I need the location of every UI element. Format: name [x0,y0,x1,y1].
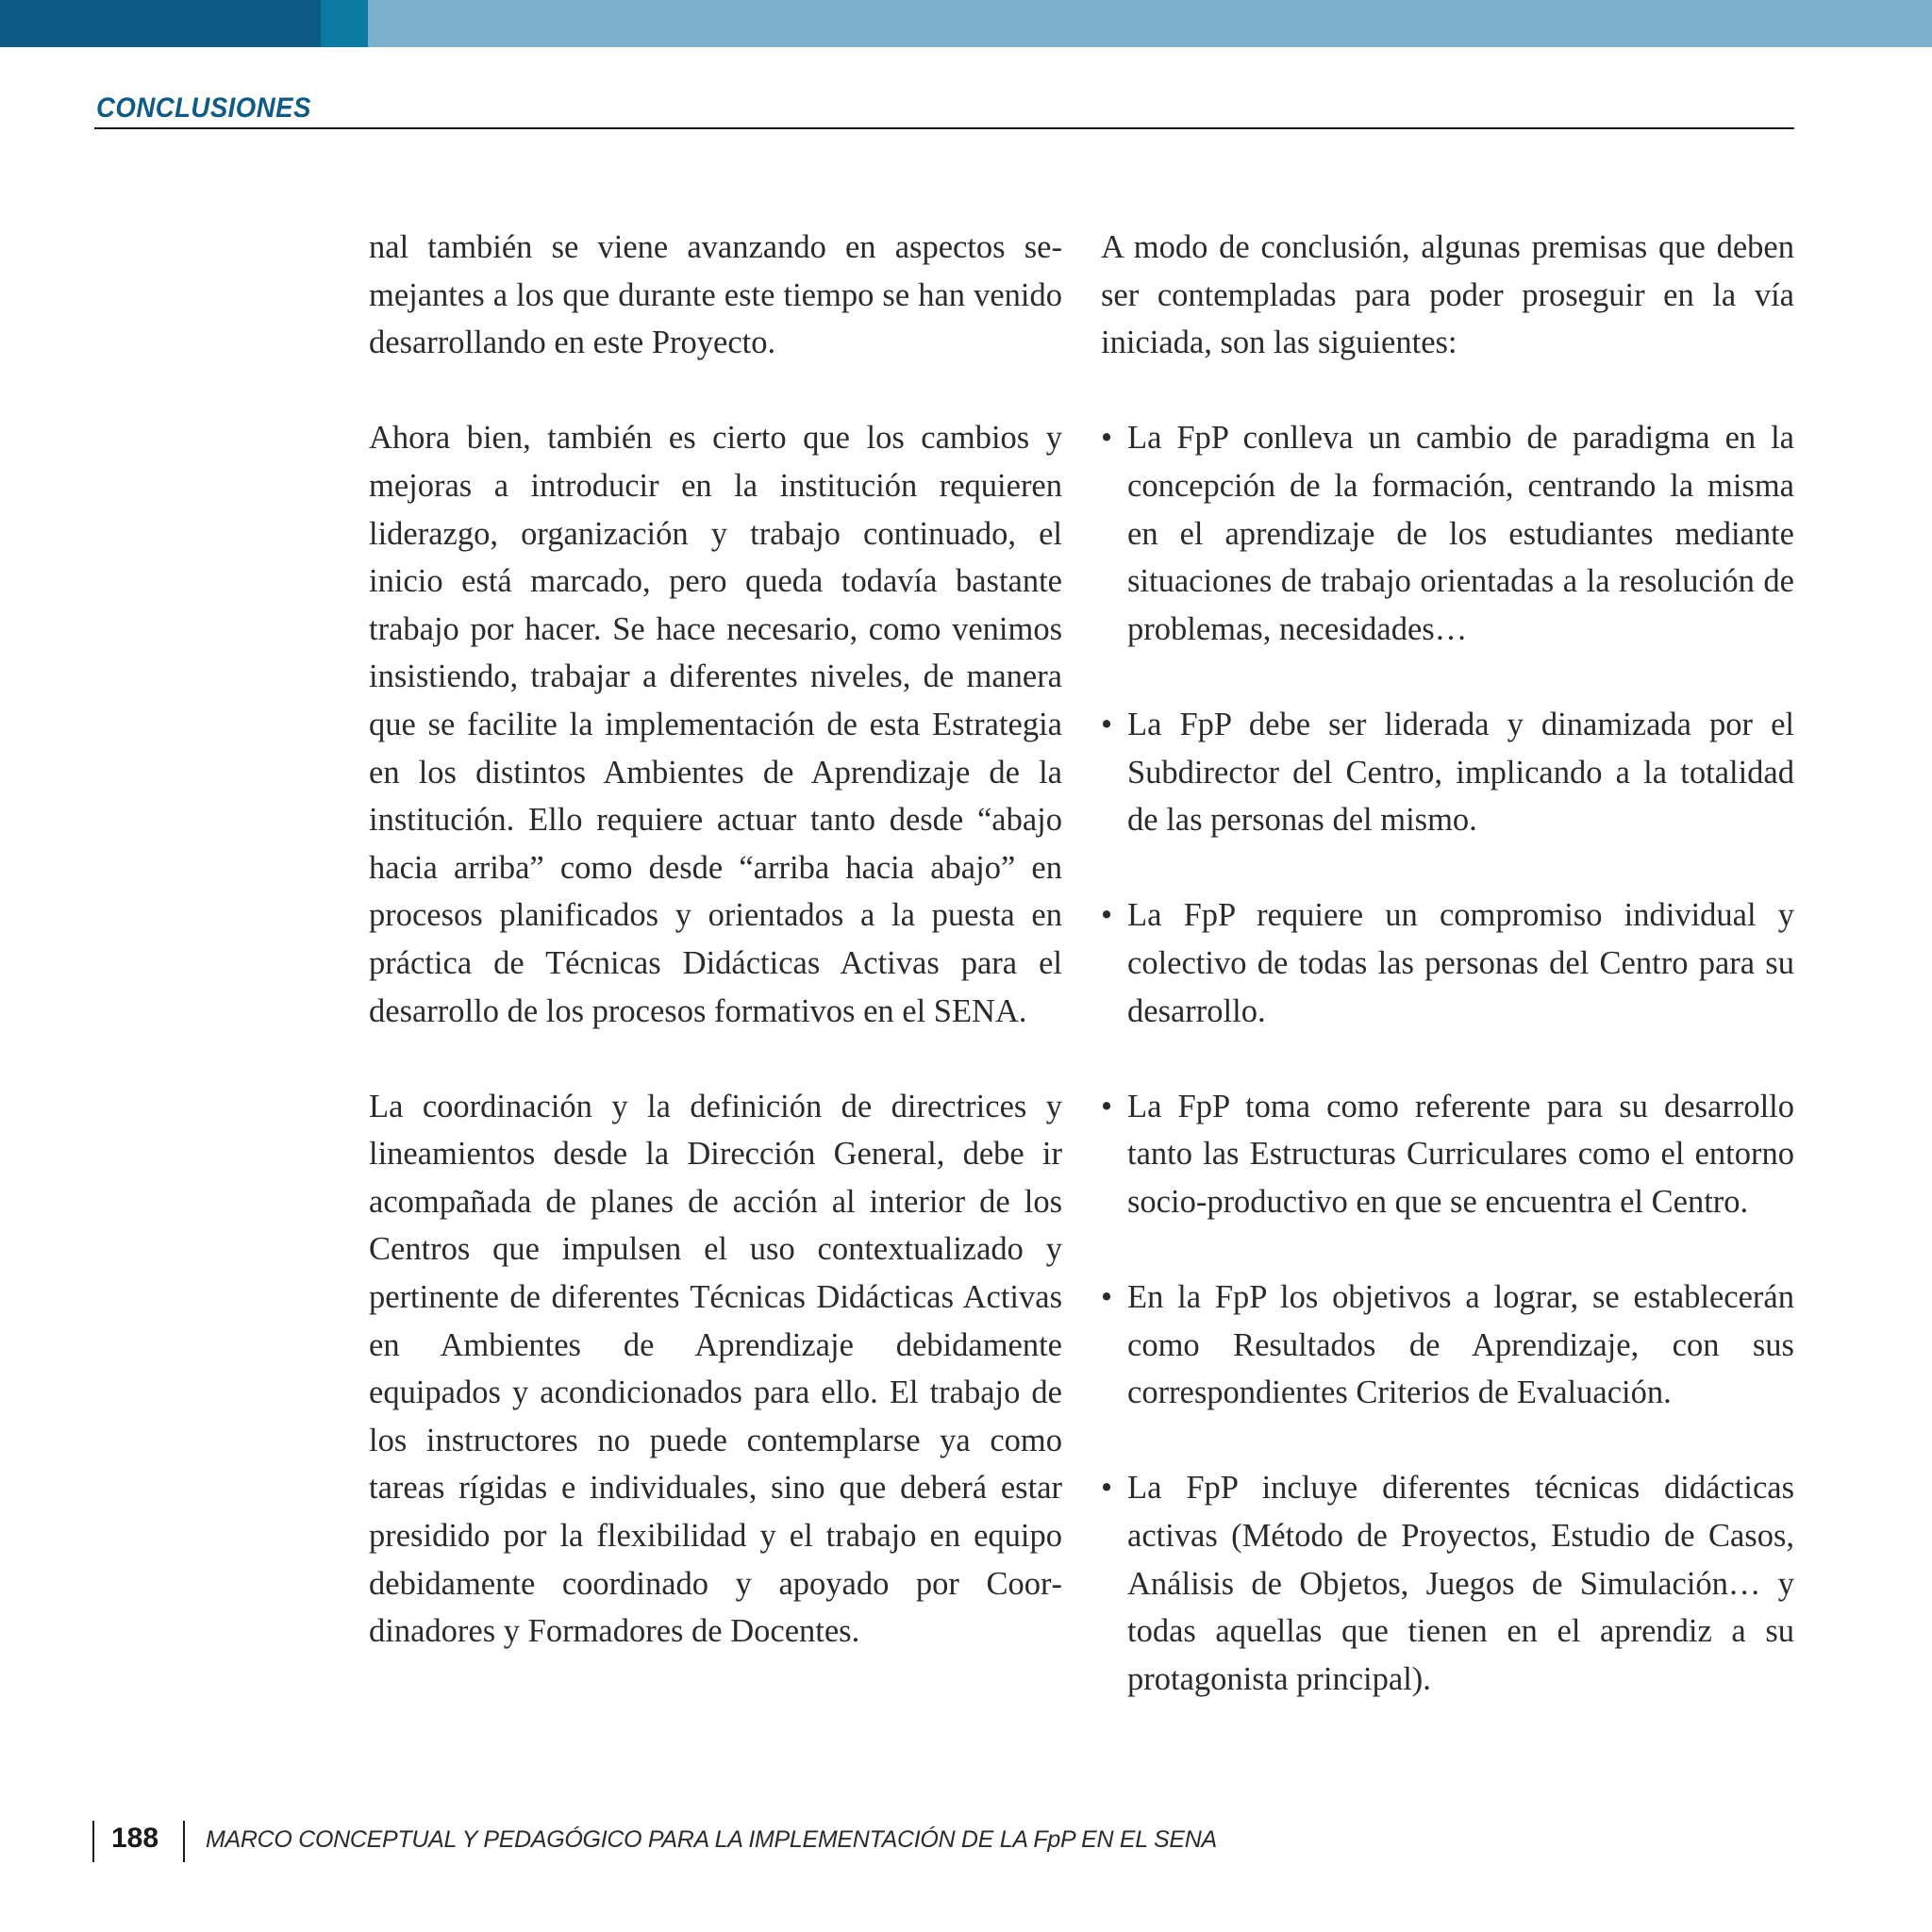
list-item-text: La FpP toma como referente para su desarrollo tanto las Estructuras Curriculares como el entorno socio-productivo en que se encuentra el Centro. [1127,1088,1794,1220]
bullet-icon: • [1101,420,1113,457]
top-color-band [0,0,1932,47]
section-title: CONCLUSIONES [96,92,311,124]
paragraph: Ahora bien, también es cierto que los cambios y mejoras a introducir en la institución requieren liderazgo, organización y trabajo continuado, el inicio está marcado, pero queda todavía bastante trabajo por hacer. Se hace necesario, como venimos insistiendo, trabajar a diferentes niveles, de manera que se facilite la implementación de esta Estrategia en los distintos Ambientes de Aprendizaje de la institución. Ello requiere actuar tanto desde “abajo hacia arriba” como desde “arriba hacia abajo” en procesos planificados y orientados a la puesta en práctica de Técnicas Didácticas Activas para el desarrollo de los procesos formativos en el SENA. [369,420,1062,1029]
premises-list [1101,414,1794,1703]
top-band-mid-segment [321,0,368,47]
top-band-dark-segment [0,0,321,47]
list-item [1101,701,1794,844]
paragraph: nal también se viene avanzando en aspectos semejantes a los que durante este tiempo se han venido desarrollando en este Proyecto. [369,229,1062,361]
list-item [1101,1464,1794,1703]
bullet-icon: • [1101,1088,1113,1124]
page-number: 188 [111,1823,159,1854]
list-item [1101,1083,1794,1226]
list-item-text: En la FpP los objetivos a lograr, se establecerán como Resultados de Aprendizaje, con sus correspondientes Criterios de Evaluación. [1127,1279,1794,1411]
left-column [369,224,1062,1703]
footer-divider-left [92,1821,94,1862]
intro-paragraph: A modo de conclusión, algunas premisas que deben ser contempladas para poder proseguir en la vía iniciada, son las siguientes: [1101,229,1794,361]
bullet-icon: • [1101,1279,1113,1316]
right-column [1101,224,1794,1751]
bullet-icon: • [1101,1470,1113,1507]
bullet-icon: • [1101,897,1113,934]
footer-divider-right [183,1821,185,1862]
list-item-text: La FpP incluye diferentes técnicas didácticas activas (Método de Proyectos, Estudio de Casos, Análisis de Objetos, Juegos de Simulación… y todas aquellas que tienen en el aprendiz a su protagonista principal). [1127,1470,1794,1697]
list-item [1101,414,1794,653]
bullet-icon: • [1101,706,1113,742]
list-item-text: La FpP requiere un compromiso individual y colectivo de todas las personas del Centro para su desarrollo. [1127,897,1794,1029]
header-rule [94,127,1794,129]
paragraph: La coordinación y la definición de directrices y lineamientos desde la Dirección General, debe ir acompañada de planes de acción al interior de los Centros que impulsen el uso contextualizado y pertinente de diferentes Técnicas Didácticas Activas en Ambientes de Aprendizaje debidamente equipados y acondicionados para ello. El trabajo de los instructores no puede contemplarse ya como tareas rígidas e individuales, sino que deberá estar presidido por la flexibilidad y el trabajo en equipo debidamente coordinado y apoyado por Coordinadores y Formadores de Docentes. [369,1088,1062,1650]
list-item-text: La FpP debe ser liderada y dinamizada por el Subdirector del Centro, implicando a la totalidad de las personas del mismo. [1127,706,1794,839]
list-item [1101,1274,1794,1417]
list-item [1101,891,1794,1035]
publication-title: MARCO CONCEPTUAL Y PEDAGÓGICO PARA LA IMPLEMENTACIÓN DE LA FpP EN EL SENA [206,1826,1217,1853]
list-item-text: La FpP conlleva un cambio de paradigma en la concepción de la formación, centrando la misma en el aprendizaje de los estudiantes mediante situaciones de trabajo orientadas a la resolución de problemas, necesidades… [1127,420,1794,647]
